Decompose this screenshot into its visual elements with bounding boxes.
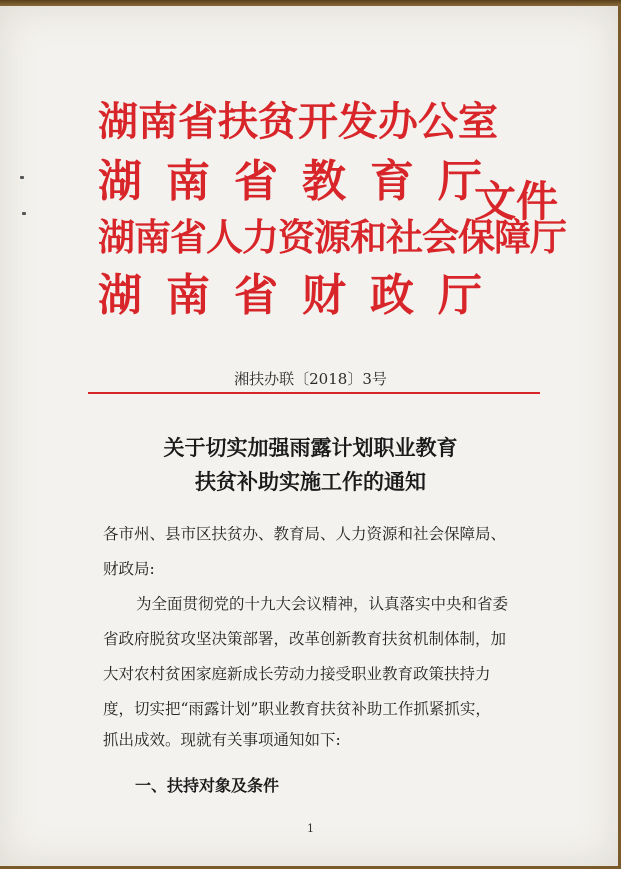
paragraph-line-4: 度，切实把“雨露计划”职业教育扶贫补助工作抓紧抓实， [103,700,491,718]
recipients-line-1: 各市州、县市区扶贫办、教育局、人力资源和社会保障局、 [103,525,507,543]
department-3: 湖南省人力资源和社会保障厅 [98,215,566,259]
paragraph-line-3: 大对农村贫困家庭新成长劳动力接受职业教育政策扶持力 [103,665,491,683]
paragraph-line-5: 抓出成效。现就有关事项通知如下: [103,731,341,749]
section-heading: 一、扶持对象及条件 [135,776,280,795]
paragraph-line-2: 省政府脱贫攻坚决策部署，改革创新教育扶贫机制体制，加 [103,630,507,648]
scan-speck [20,176,24,179]
page-number: 1 [307,822,314,835]
document-number: 湘扶办联〔2018〕3号 [234,370,387,388]
department-4: 湖南省财政厅 [98,270,506,321]
title-line-1: 关于切实加强雨露计划职业教育 [163,435,458,460]
paragraph-line-1: 为全面贯彻党的十九大会议精神，认真落实中央和省委 [136,595,509,613]
red-divider [88,392,540,394]
document-type-label: 文件 [474,177,559,226]
department-2: 湖南省教育厅 [98,156,506,207]
department-1: 湖南省扶贫开发办公室 [98,98,498,145]
scan-speck [22,212,26,215]
title-line-2: 扶贫补助实施工作的通知 [195,469,426,494]
recipients-line-2: 财政局: [103,560,155,578]
